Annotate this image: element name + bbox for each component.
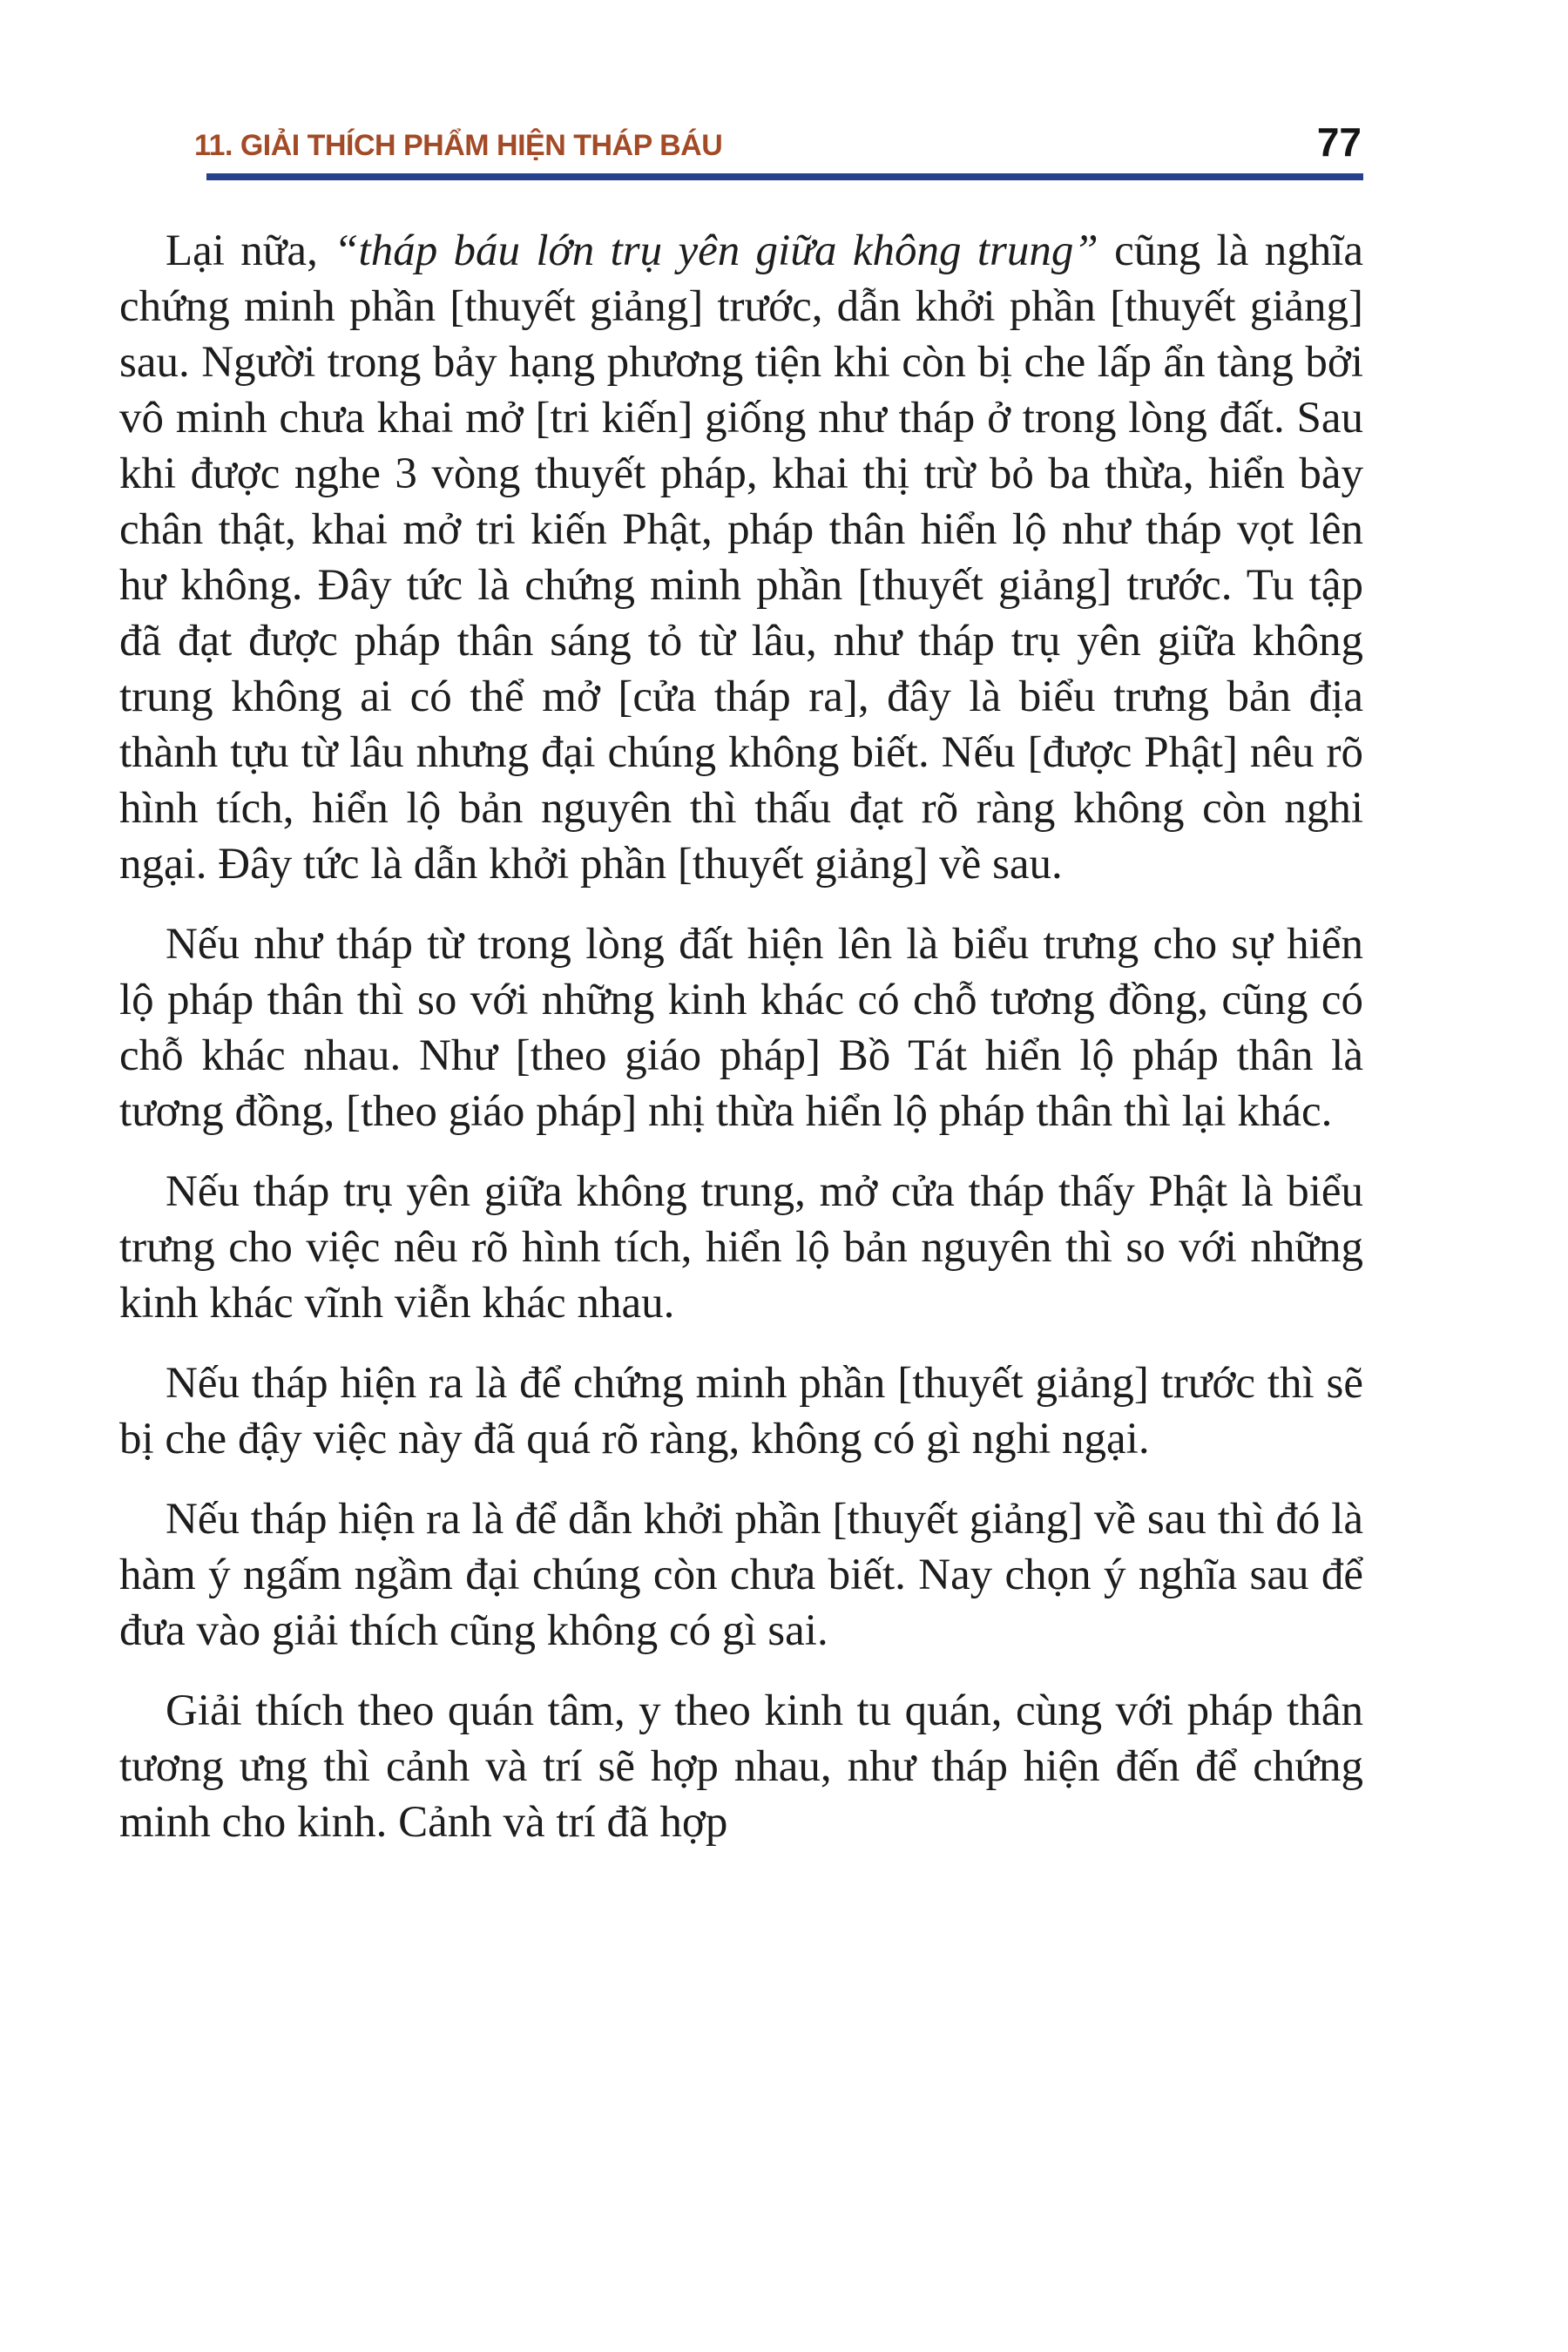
paragraph-text: Nếu tháp hiện ra là để dẫn khởi phần [thuyết giảng] về sau thì đó là hàm ý ngấm ngầm đại chúng còn chưa biết. Nay chọn ý nghĩa sau để đưa vào giải thích cũng không có gì sai.: [119, 1495, 1363, 1655]
paragraph-text: Nếu như tháp từ trong lòng đất hiện lên là biểu trưng cho sự hiển lộ pháp thân thì so với những kinh khác có chỗ tương đồng, cũng có chỗ khác nhau. Như [theo giáo pháp] Bồ Tát hiển lộ pháp thân là tương đồng, [theo giáo pháp] nhị thừa hiển lộ pháp thân thì lại khác.: [119, 920, 1363, 1136]
page-number: 77: [1316, 119, 1362, 165]
quoted-sutra-phrase: “tháp báu lớn trụ yên giữa không trung”: [334, 226, 1098, 275]
paragraph-text: Lại nữa,: [166, 226, 335, 275]
body-paragraph: [119, 1164, 1363, 1331]
paragraph-text: Nếu tháp hiện ra là để chứng minh phần [thuyết giảng] trước thì sẽ bị che đậy việc này đã quá rõ ràng, không có gì nghi ngại.: [119, 1359, 1363, 1463]
body-text: [119, 223, 1363, 1850]
paragraph-text: Giải thích theo quán tâm, y theo kinh tu quán, cùng với pháp thân tương ưng thì cảnh và trí sẽ hợp nhau, như tháp hiện đến để chứng minh cho kinh. Cảnh và trí đã hợp: [119, 1686, 1363, 1847]
chapter-header-title: 11. GIẢI THÍCH PHẨM HIỆN THÁP BÁU: [194, 129, 723, 162]
body-paragraph: [119, 223, 1363, 892]
body-paragraph: [119, 1355, 1363, 1467]
body-paragraph: [119, 1683, 1363, 1850]
paragraph-text: Nếu tháp trụ yên giữa không trung, mở cửa tháp thấy Phật là biểu trưng cho việc nêu rõ hình tích, hiển lộ bản nguyên thì so với những kinh khác vĩnh viễn khác nhau.: [119, 1167, 1363, 1328]
body-paragraph: [119, 1491, 1363, 1659]
header-rule: [206, 173, 1363, 180]
paragraph-text: cũng là nghĩa chứng minh phần [thuyết giảng] trước, dẫn khởi phần [thuyết giảng] sau. Người trong bảy hạng phương tiện khi còn bị che lấp ẩn tàng bởi vô minh chưa khai mở [tri kiến] giống như tháp ở trong lòng đất. Sau khi được nghe 3 vòng thuyết pháp, khai thị trừ bỏ ba thừa, hiển bày chân thật, khai mở tri kiến Phật, pháp thân hiển lộ như tháp vọt lên hư không. Đây tức là chứng minh phần [thuyết giảng] trước. Tu tập đã đạt được pháp thân sáng tỏ từ lâu, như tháp trụ yên giữa không trung không ai có thể mở [cửa tháp ra], đây là biểu trưng bản địa thành tựu từ lâu nhưng đại chúng không biết. Nếu [được Phật] nêu rõ hình tích, hiển lộ bản nguyên thì thấu đạt rõ ràng không còn nghi ngại. Đây tức là dẫn khởi phần [thuyết giảng] về sau.: [119, 226, 1364, 889]
body-paragraph: [119, 916, 1363, 1139]
